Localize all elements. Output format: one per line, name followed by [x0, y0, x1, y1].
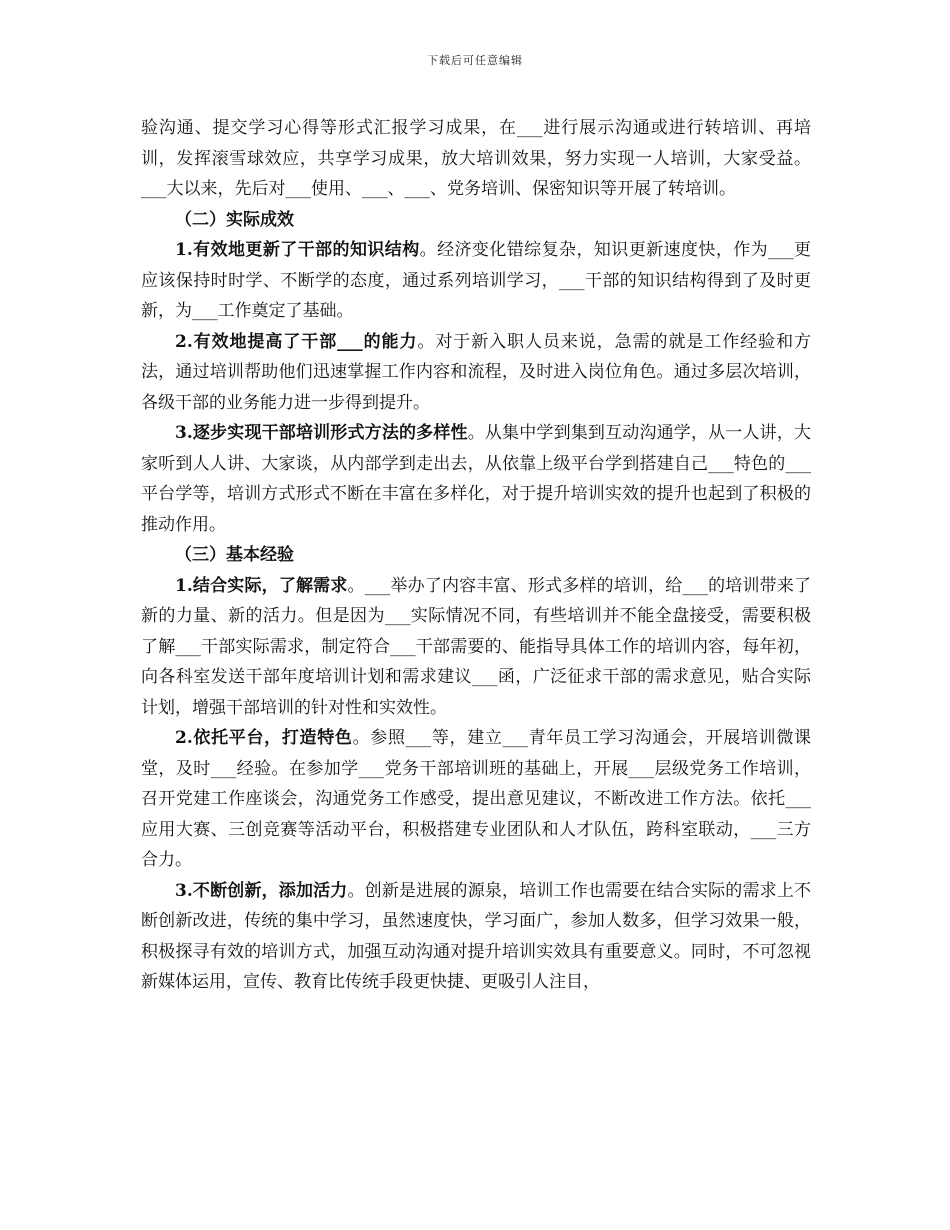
item-text: 。创新是进展的源泉，培训工作也需要在结合实际的需求上不断创新改进，传统的集中学习，虽然速度快，学习面广，参加人数多，但学习效果一般，积极探寻有效的培训方式，加强互动沟通对提升培训实效具有重要意义。同时，不可忽视新媒体运用，宣传、教育比传统手段更快捷、更吸引人注目， [141, 880, 811, 992]
item-lead: 2.依托平台，打造特色 [175, 728, 353, 748]
item-lead: 1.结合实际，了解需求 [175, 575, 348, 596]
document-body [141, 113, 811, 998]
item-lead: 3.不断创新，添加活力 [175, 880, 348, 901]
item-lead: 2.有效地提高了干部___的能力 [175, 331, 418, 352]
item-text: 。___举办了内容丰富、形式多样的培训，给___的培训带来了新的力量、新的活力。但是因为___实际情况不同，有些培训并不能全盘接受，需要积极了解___干部实际需求，制定符合___干部需要的、能指导具体工作的培训内容，每年初，向各科室发送干部年度培训计划和需求建议___函，广泛征求干部的需求意见，贴合实际计划，增强干部培训的针对性和实效性。 [141, 575, 812, 718]
list-item-2-3 [141, 418, 811, 540]
list-item-2-2 [141, 327, 811, 419]
list-item-3-1 [141, 571, 811, 724]
list-item-3-3 [141, 876, 811, 998]
section-heading-text: （三）基本经验 [175, 545, 294, 565]
item-lead: 1.有效地更新了干部的知识结构 [175, 240, 420, 260]
list-item-3-2 [141, 723, 811, 876]
item-text: 。经济变化错综复杂，知识更新速度快，作为___更应该保持时时学、不断学的态度，通过系列培训学习，___干部的知识结构得到了及时更新，为___工作奠定了基础。 [141, 240, 812, 321]
section-heading-3 [141, 540, 811, 571]
page-header: 下载后可任意编辑 [427, 54, 523, 67]
paragraph-continuation [141, 113, 811, 205]
section-heading-text: （二）实际成效 [175, 209, 294, 230]
item-lead: 3.逐步实现干部培训形式方法的多样性 [175, 423, 468, 443]
item-text: 。对于新入职人员来说，急需的就是工作经验和方法，通过培训帮助他们迅速掌握工作内容和流程，及时进入岗位角色。通过多层次培训，各级干部的业务能力进一步得到提升。 [141, 331, 811, 413]
item-text: 。从集中学到集到互动沟通学，从一人讲，大家听到人人讲、大家谈，从内部学到走出去，从依靠上级平台学到搭建自己___特色的___平台学等，培训方式形式不断在丰富在多样化，对于提升培训实效的提升也起到了积极的推动作用。 [141, 423, 812, 535]
section-heading-2 [141, 205, 811, 236]
item-text: 。参照___等，建立___青年员工学习沟通会，开展培训微课堂，及时___经验。在参加学___党务干部培训班的基础上，开展___层级党务工作培训，召开党建工作座谈会，沟通党务工作感受，提出意见建议，不断改进工作方法。依托___应用大赛、三创竞赛等活动平台，积极搭建专业团队和人才队伍，跨科室联动，___三方合力。 [141, 728, 812, 870]
paragraph-text: 验沟通、提交学习心得等形式汇报学习成果，在___进行展示沟通或进行转培训、再培训，发挥滚雪球效应，共享学习成果，放大培训效果，努力实现一人培训，大家受益。___大以来，先后对___使用、___、___、党务培训、保密知识等开展了转培训。 [141, 118, 811, 199]
list-item-2-1 [141, 235, 811, 327]
